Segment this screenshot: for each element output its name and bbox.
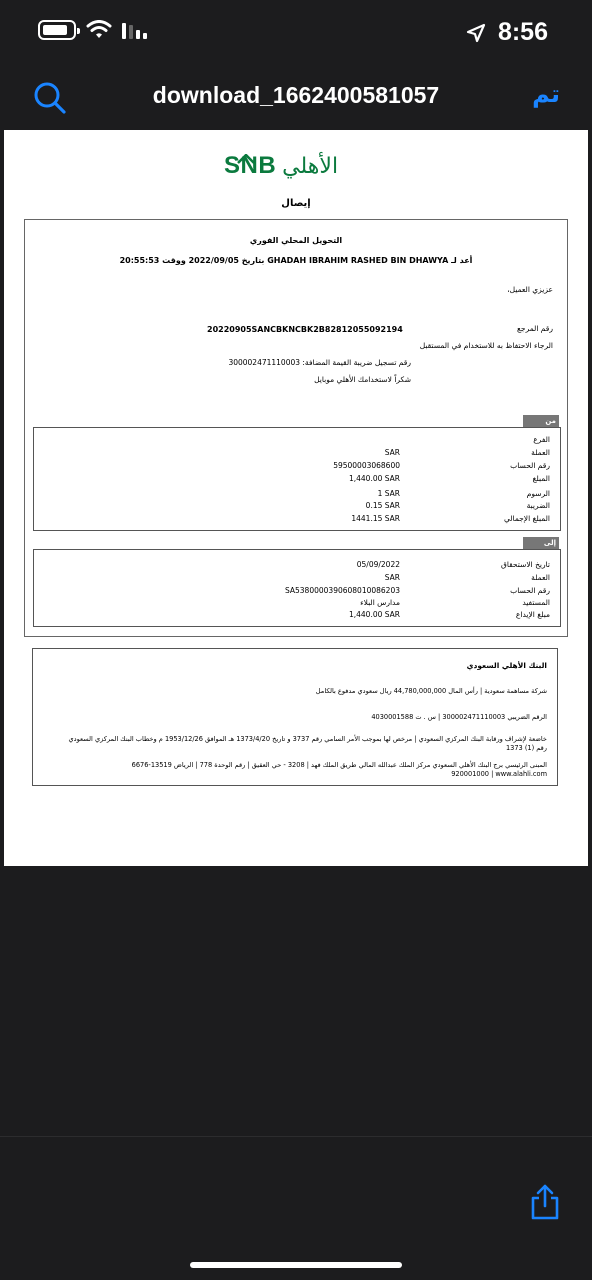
from-value: SAR — [384, 448, 400, 457]
license-text: خاضعة لإشراف ورقابة البنك المركزي السعودي | مرخص لها بموجب الأمر السامي رقم 3737 و تاريخ 1373/4/20 هـ الموافق 1953/12/26 م وخطاب البنك المركزي السعودي — [68, 735, 547, 743]
from-label: العملة — [531, 448, 550, 457]
to-label: العملة — [531, 573, 550, 582]
receipt-title: إيصال — [281, 198, 311, 209]
to-value: SA5380000390608010086203 — [284, 586, 400, 595]
reference-label: رقم المرجع — [516, 324, 553, 333]
to-value: مدارس البلاء — [360, 598, 400, 607]
address-text: المبنى الرئيسي برج البنك الأهلي السعودي مركز الملك عبدالله المالي طريق الملك فهد | 3208 - حي العقيق | رقم الوحدة 778 | الرياض 13519-6676 — [131, 761, 547, 769]
greeting-text: عزيزي العميل، — [507, 285, 553, 294]
from-value: 1,440.00 SAR — [348, 474, 400, 483]
from-label: الضريبة — [526, 501, 550, 510]
logo-snb-text: SNB — [224, 152, 277, 179]
document-title: download_1662400581057 — [152, 82, 440, 108]
from-label: رقم الحساب — [510, 461, 550, 470]
capital-text: شركة مساهمة سعودية | رأس المال 44,780,000,000 ريال سعودي مدفوع بالكامل — [315, 687, 547, 695]
to-label: رقم الحساب — [510, 586, 550, 595]
document-page — [4, 130, 588, 866]
keep-note-text: الرجاء الاحتفاظ به للاستخدام في المستقبل — [419, 341, 553, 350]
share-icon[interactable] — [528, 1183, 562, 1221]
from-label: الرسوم — [526, 489, 550, 498]
logo-arabic-text: الأهلي — [282, 153, 339, 179]
from-value: 1 SAR — [377, 489, 400, 498]
thanks-text: شكراً لاستخدامك الأهلي موبايل — [314, 375, 411, 384]
cellular-signal-icon — [122, 21, 147, 39]
bank-footer-box — [32, 648, 558, 786]
to-section-tab: إلى — [523, 537, 559, 549]
from-section-tab: من — [523, 415, 559, 427]
from-value: 1441.15 SAR — [351, 514, 400, 523]
logo-mark-icon — [236, 154, 256, 164]
from-value: 0.15 SAR — [365, 501, 400, 510]
home-indicator[interactable] — [190, 1262, 402, 1268]
to-value: 05/09/2022 — [356, 560, 400, 569]
transaction-title: التحويل المحلي الفوري — [249, 236, 343, 245]
navigation-bar — [0, 64, 592, 128]
to-label: مبلغ الإيداع — [515, 610, 550, 619]
reference-value: 20220905SANCBKNCBK2B82812055092194 — [207, 325, 403, 334]
bottom-toolbar — [0, 1136, 592, 1280]
to-section-box — [33, 549, 561, 627]
status-icons-left — [38, 20, 147, 40]
done-button[interactable]: تم — [532, 80, 560, 108]
status-time: 8:56 — [497, 18, 548, 46]
to-label: تاريخ الاستحقاق — [501, 560, 550, 569]
prepared-for-line: أعد لـ GHADAH IBRAHIM RASHED BIN DHAWYA بتاريخ 2022/09/05 ووقت 20:55:53 — [119, 256, 473, 265]
from-label: المبلغ الإجمالي — [504, 514, 550, 523]
from-value: 59500003068600 — [333, 461, 400, 470]
status-icons-right — [466, 18, 548, 47]
contact-text: 920001000 | www.alahli.com — [451, 770, 547, 778]
search-icon[interactable] — [30, 78, 70, 118]
tax-number-text: الرقم الضريبي 300002471110003 | س . ت 4030001588 — [371, 713, 547, 721]
to-label: المستفيد — [522, 598, 550, 607]
wifi-icon — [86, 20, 112, 40]
status-bar — [0, 0, 592, 64]
transaction-details-box — [24, 219, 568, 637]
license-number-text: رقم (1) 1373 — [505, 744, 547, 752]
location-arrow-icon — [466, 23, 486, 43]
vat-registration-text: رقم تسجيل ضريبة القيمة المضافة: 300002471110003 — [228, 358, 411, 367]
bank-name: البنك الأهلي السعودي — [466, 661, 547, 670]
to-value: 1,440.00 SAR — [348, 610, 400, 619]
from-label: الفرع — [533, 435, 550, 444]
from-section-box — [33, 427, 561, 531]
to-value: SAR — [384, 573, 400, 582]
from-label: المبلغ — [532, 474, 550, 483]
battery-icon — [38, 20, 76, 40]
